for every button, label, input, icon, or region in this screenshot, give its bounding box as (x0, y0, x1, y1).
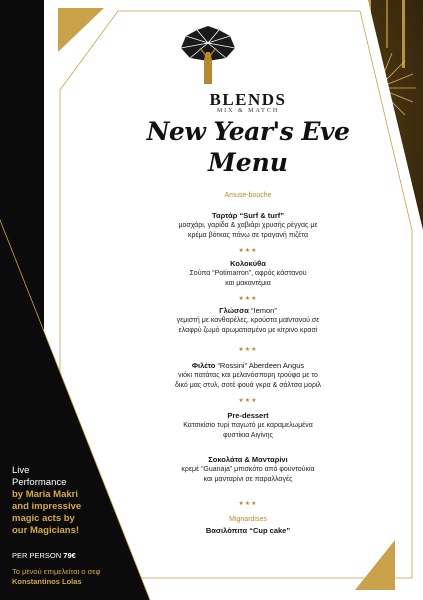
price-label: PER PERSON (12, 551, 62, 560)
price-per-person (12, 551, 76, 560)
course-2-title: Κολοκύθα (230, 259, 266, 268)
separator: ★★★ (238, 501, 258, 507)
promo-line-5: magic acts by (12, 513, 75, 524)
promo-line-6: our Magicians! (12, 525, 80, 536)
course-3-name: Γλώσσα (219, 306, 249, 315)
section-amuse-bouche: Amuse-bouche (224, 192, 272, 199)
course-4-suffix: “Rossini” Aberdeen Angus (217, 361, 305, 370)
promo-line-3: by Maria Makri (12, 489, 78, 500)
course-4-title (123, 361, 373, 370)
course-4-name: Φιλέτο (191, 361, 216, 370)
course-6-title: Σοκολάτα & Μανταρίνι (208, 455, 288, 464)
course-1-desc-2: κρέμα βότκας πάνω σε τραγανή πιζέτα (187, 232, 309, 239)
brand-tagline: MIX & MATCH (216, 108, 280, 114)
live-performance-promo (12, 465, 132, 537)
course-2-desc-2: και μακαντέμια (225, 280, 271, 287)
promo-line-4: and impressive (12, 501, 82, 512)
course-4-desc-1: νιόκι πατάτας και μελανόσπορη τρούφα με το (178, 372, 318, 379)
chef-name: Konstantinos Lolas (12, 577, 82, 586)
course-1-desc-1: μοσχάρι, γαρίδα & χαβιάρι χρυσής ρέγγας με (178, 222, 318, 229)
course-2-desc-1: Σούπα “Potimarron”, αφρός κάστανου (189, 270, 307, 277)
separator: ★★★ (238, 398, 258, 404)
section-mignardises: Mignardises (229, 516, 267, 523)
course-3-desc-2: ελαφρύ ζωμό αρωματισμένο με κίτρινο κρασί (178, 327, 318, 334)
promo-line-1: Live (12, 465, 30, 476)
course-1-title: Ταρτάρ “Surf & turf” (211, 211, 285, 220)
course-6-desc-1: κρεμέ “Guanaja” μπισκότο από φουντούκια (181, 466, 315, 473)
separator: ★★★ (238, 347, 258, 353)
chef-credit-line: Το μενού επιμελείται ο σεφ (12, 567, 101, 576)
price-value: 79€ (63, 551, 76, 560)
course-7-title: Βασιλόπιτα “Cup cake” (205, 526, 291, 535)
separator: ★★★ (238, 248, 258, 254)
separator: ★★★ (238, 296, 258, 302)
course-5-title: Pre-dessert (227, 411, 269, 420)
course-6-desc-2: και μανταρίνι σε παραλλαγές (203, 476, 293, 483)
promo-line-2: Performance (12, 477, 67, 488)
course-4-desc-2: δικό μας στυλ, σοτέ φουά γκρα & σάλτσα μορίλ (175, 382, 321, 389)
menu-title-line1: New Year's Eve (146, 117, 350, 146)
course-5-desc-1: Κατσικίσιο τυρί παγωτό με καραμελωμένα (183, 422, 313, 429)
course-5-desc-2: φυστίκια Αιγίνης (223, 432, 273, 439)
brand-name: BLENDS (209, 90, 287, 109)
menu-title-line2: Menu (208, 148, 288, 177)
course-3-desc-1: γεμιστή με κανθαρέλες, κρούστα μαϊντανού σε (176, 317, 320, 324)
course-3-title (123, 306, 373, 315)
course-3-suffix: “Iemon” (251, 306, 277, 315)
